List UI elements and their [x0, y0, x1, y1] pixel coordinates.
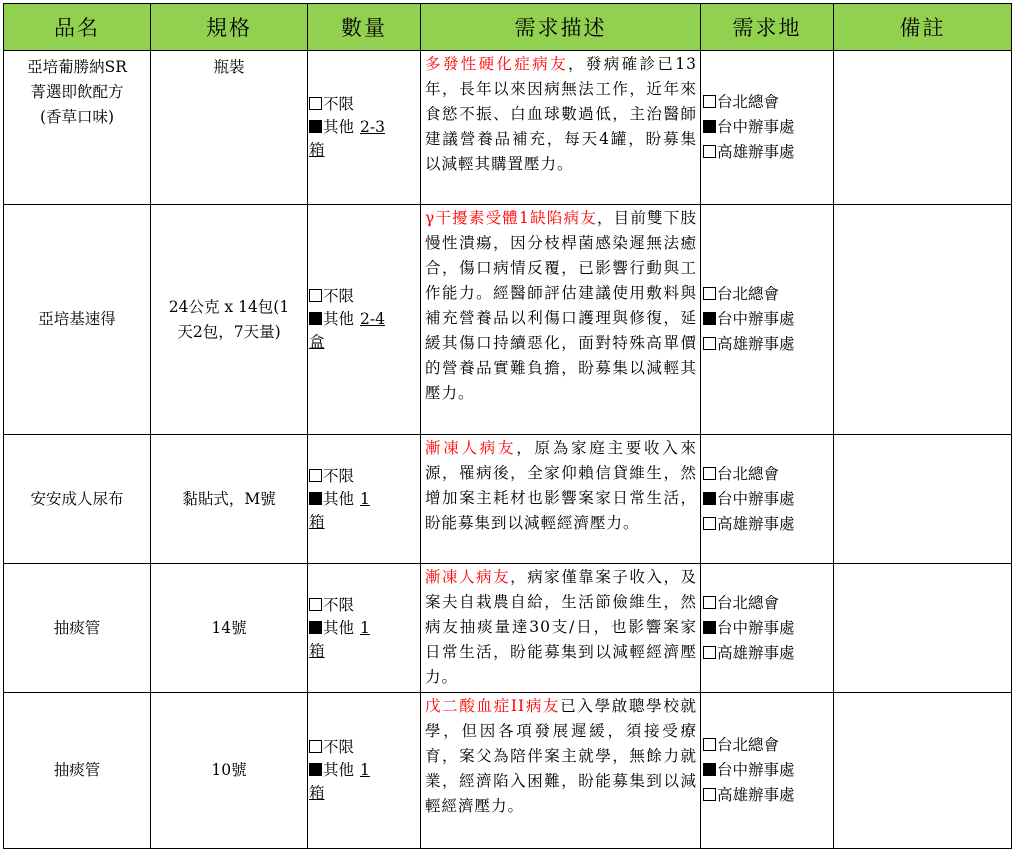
quantity-unit-line: [309, 640, 419, 663]
location-label: 台北總會: [717, 285, 780, 303]
description-cell: [421, 693, 701, 849]
description-text: ，目前雙下肢慢性潰瘍，因分枝桿菌感染遲無法癒合，傷口病情反覆，已影響行動與工作能力。經醫師評估建議使用敷料與補充營養品以利傷口護理與修復，延緩其傷口持續惡化，面對特殊高單價的營養品實難負擔，盼募集以減輕其壓力。: [425, 209, 697, 402]
quantity-other-option: [309, 488, 419, 511]
location-cell: [701, 205, 834, 435]
header-spec: 規格: [151, 4, 308, 51]
location-option: [703, 140, 831, 165]
location-option: [703, 733, 831, 758]
item-spec-cell: [151, 435, 308, 564]
quantity-other-label: 其他: [323, 310, 355, 328]
location-checkbox[interactable]: [703, 788, 716, 801]
quantity-cell: [308, 693, 421, 849]
header-location: 需求地: [701, 4, 834, 51]
description-text: ，病家僅靠案子收入，及案夫自栽農自給，生活節儉維生，然病友抽痰量達30支/日，也影響案家日常生活，盼能募集到以減輕經濟壓力。: [425, 568, 697, 686]
item-name-cell: [4, 51, 151, 205]
location-checkbox[interactable]: [703, 646, 716, 659]
quantity-unit: 箱: [309, 784, 325, 802]
quantity-other-label: 其他: [323, 618, 355, 637]
location-checkbox[interactable]: [703, 467, 716, 480]
header-quantity: 數量: [308, 4, 421, 51]
description-text: ，發病確診已13年，長年以來因病無法工作，近年來食慾不振、白血球數過低，主治醫師建議營養品補充，每天4罐，盼募集以減輕其購置壓力。: [425, 55, 697, 173]
description-highlight: 漸凍人病友: [425, 439, 517, 457]
quantity-unlimited-checkbox[interactable]: [309, 97, 322, 110]
item-spec-cell: [151, 564, 308, 693]
location-option: [703, 758, 831, 783]
location-checkbox[interactable]: [703, 738, 716, 751]
item-name-cell: [4, 693, 151, 849]
location-checkbox[interactable]: [703, 95, 716, 108]
location-checkbox[interactable]: [703, 763, 716, 776]
quantity-other-label: 其他: [323, 761, 355, 779]
notes-cell: [834, 51, 1012, 205]
quantity-other-option: [309, 759, 419, 782]
quantity-amount: 2-3: [360, 118, 385, 136]
quantity-other-label: 其他: [323, 118, 355, 136]
quantity-other-checkbox[interactable]: [309, 492, 322, 505]
quantity-unit-line: [309, 331, 419, 354]
location-label: 高雄辦事處: [717, 143, 795, 161]
item-spec-line: 10號: [211, 761, 247, 779]
item-name-line: (香草口味): [39, 108, 115, 126]
notes-cell: [834, 435, 1012, 564]
quantity-unit: 箱: [309, 512, 325, 531]
location-cell: [701, 693, 834, 849]
item-spec-cell: [151, 51, 308, 205]
quantity-unit-line: [309, 782, 419, 805]
description-highlight: 漸凍人病友: [425, 568, 511, 586]
quantity-unit: 箱: [309, 641, 325, 660]
location-option: [703, 512, 831, 537]
quantity-other-option: [309, 308, 419, 331]
item-spec-line: 黏貼式，M號: [182, 489, 276, 508]
location-option: [703, 307, 831, 332]
location-label: 高雄辦事處: [717, 335, 795, 353]
quantity-unit: 箱: [309, 141, 325, 159]
quantity-other-option: [309, 116, 419, 139]
quantity-unit-line: [309, 511, 419, 534]
location-checkbox[interactable]: [703, 517, 716, 530]
quantity-other-checkbox[interactable]: [309, 312, 322, 325]
location-option: [703, 487, 831, 512]
quantity-other-label: 其他: [323, 489, 355, 508]
location-checkbox[interactable]: [703, 337, 716, 350]
notes-cell: [834, 205, 1012, 435]
table-row: [4, 205, 1012, 435]
location-label: 台中辦事處: [717, 118, 795, 136]
location-label: 台北總會: [717, 593, 780, 612]
quantity-cell: [308, 51, 421, 205]
quantity-other-checkbox[interactable]: [309, 120, 322, 133]
quantity-unlimited-label: 不限: [323, 95, 355, 113]
location-label: 台北總會: [717, 736, 780, 754]
description-text: 已入學啟聰學校就學，但因各項發展遲緩，須接受療育，案父為陪伴案主就學，無餘力就業，經濟陷入困難，盼能募集到以減輕經濟壓力。: [425, 697, 697, 815]
item-name-line: 菁選即飲配方: [30, 83, 124, 101]
description-cell: [421, 564, 701, 693]
location-label: 台中辦事處: [717, 489, 795, 508]
notes-cell: [834, 693, 1012, 849]
location-cell: [701, 51, 834, 205]
quantity-other-checkbox[interactable]: [309, 621, 322, 634]
description-highlight: 戊二酸血症II病友: [425, 697, 561, 715]
item-spec-cell: [151, 693, 308, 849]
item-name-line: 亞培葡勝納SR: [27, 58, 127, 76]
item-name-line: 抽痰管: [53, 761, 101, 779]
quantity-unit: 盒: [309, 333, 325, 351]
location-option: [703, 90, 831, 115]
quantity-unlimited-checkbox[interactable]: [309, 469, 322, 482]
quantity-unlimited-label: 不限: [323, 466, 355, 485]
description-text: ，原為家庭主要收入來源，罹病後，全家仰賴信貸維生，然增加案主耗材也影響案家日常生活，盼能募集到以減輕經濟壓力。: [425, 439, 697, 532]
item-name-cell: [4, 435, 151, 564]
quantity-amount: 1: [360, 489, 370, 508]
description-cell: [421, 435, 701, 564]
table-row: [4, 435, 1012, 564]
location-option: [703, 282, 831, 307]
quantity-cell: [308, 435, 421, 564]
quantity-unlimited-option: [309, 285, 419, 308]
location-checkbox[interactable]: [703, 145, 716, 158]
quantity-unlimited-label: 不限: [323, 738, 355, 756]
item-spec-line: 14號: [211, 618, 247, 637]
description-highlight: 多發性硬化症病友: [425, 55, 569, 73]
location-checkbox[interactable]: [703, 312, 716, 325]
item-name-cell: [4, 564, 151, 693]
location-checkbox[interactable]: [703, 596, 716, 609]
location-option: [703, 115, 831, 140]
description-highlight: γ干擾素受體1缺陷病友: [425, 209, 597, 227]
header-name: 品名: [4, 4, 151, 51]
location-label: 高雄辦事處: [717, 786, 795, 804]
needs-table: [3, 3, 1012, 849]
location-label: 高雄辦事處: [717, 643, 795, 662]
quantity-other-option: [309, 617, 419, 640]
quantity-cell: [308, 205, 421, 435]
description-cell: [421, 205, 701, 435]
item-name-line: 安安成人尿布: [30, 489, 124, 508]
location-label: 台北總會: [717, 93, 780, 111]
quantity-unlimited-label: 不限: [323, 595, 355, 614]
quantity-unlimited-checkbox[interactable]: [309, 740, 322, 753]
quantity-amount: 1: [360, 761, 370, 779]
location-label: 高雄辦事處: [717, 514, 795, 533]
item-name-line: 亞培基速得: [38, 310, 116, 328]
location-label: 台中辦事處: [717, 310, 795, 328]
quantity-unlimited-checkbox[interactable]: [309, 289, 322, 302]
location-checkbox[interactable]: [703, 621, 716, 634]
location-option: [703, 332, 831, 357]
item-name-line: 抽痰管: [53, 618, 101, 637]
quantity-amount: 1: [360, 618, 370, 637]
notes-cell: [834, 564, 1012, 693]
item-spec-line: 天2包，7天量): [177, 322, 281, 341]
quantity-cell: [308, 564, 421, 693]
location-checkbox[interactable]: [703, 492, 716, 505]
location-cell: [701, 435, 834, 564]
item-spec-cell: [151, 205, 308, 435]
location-option: [703, 616, 831, 641]
header-row: [4, 4, 1012, 51]
quantity-unit-line: [309, 139, 419, 162]
location-checkbox[interactable]: [703, 287, 716, 300]
location-cell: [701, 564, 834, 693]
quantity-amount: 2-4: [360, 310, 385, 328]
location-option: [703, 591, 831, 616]
description-cell: [421, 51, 701, 205]
quantity-unlimited-option: [309, 594, 419, 617]
quantity-unlimited-option: [309, 736, 419, 759]
quantity-unlimited-option: [309, 93, 419, 116]
location-label: 台中辦事處: [717, 618, 795, 637]
item-spec-line: 瓶裝: [213, 58, 245, 76]
table-row: [4, 51, 1012, 205]
quantity-unlimited-checkbox[interactable]: [309, 598, 322, 611]
table-row: [4, 693, 1012, 849]
location-label: 台北總會: [717, 464, 780, 483]
header-description: 需求描述: [421, 4, 701, 51]
header-notes: 備註: [834, 4, 1012, 51]
location-option: [703, 462, 831, 487]
location-option: [703, 783, 831, 808]
quantity-other-checkbox[interactable]: [309, 763, 322, 776]
item-name-cell: [4, 205, 151, 435]
item-spec-line: 24公克 x 14包(1: [168, 297, 290, 316]
quantity-unlimited-label: 不限: [323, 287, 355, 305]
location-option: [703, 641, 831, 666]
location-label: 台中辦事處: [717, 761, 795, 779]
quantity-unlimited-option: [309, 465, 419, 488]
table-row: [4, 564, 1012, 693]
location-checkbox[interactable]: [703, 120, 716, 133]
